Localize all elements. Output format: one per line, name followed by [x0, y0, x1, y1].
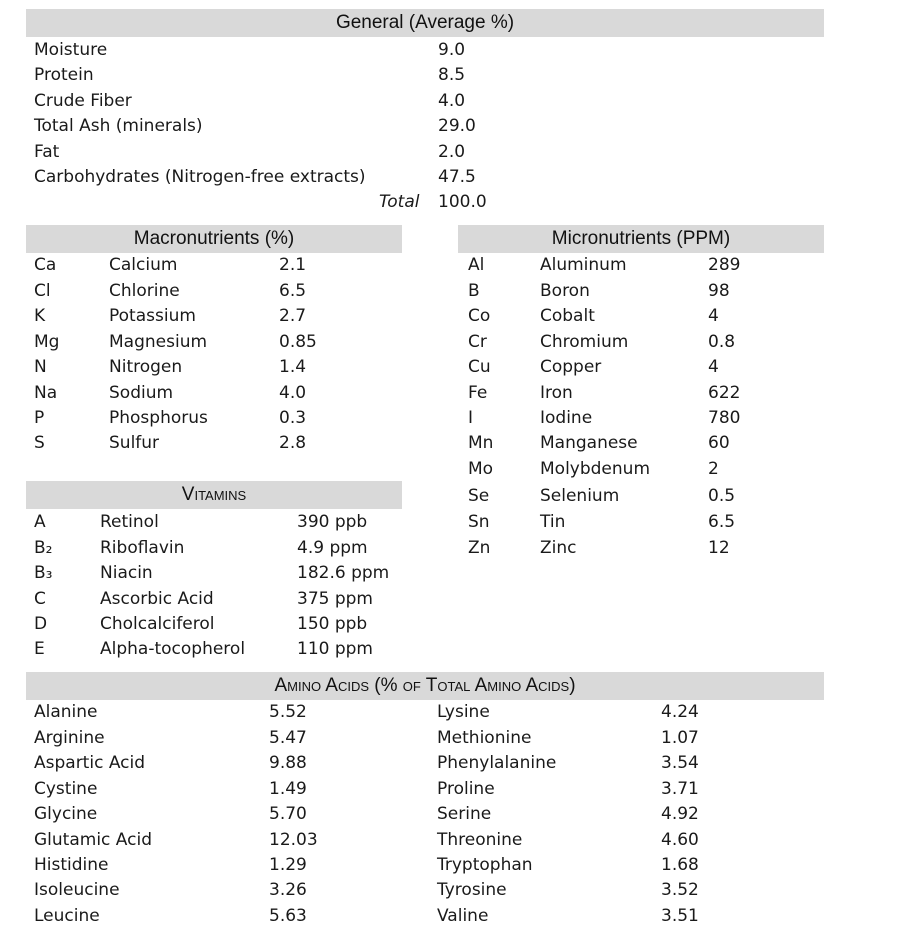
element-symbol: K — [34, 306, 46, 326]
element-value: 6.5 — [279, 281, 307, 301]
element-symbol: Ca — [34, 255, 57, 275]
element-value: 0.85 — [279, 332, 317, 352]
element-name: Copper — [540, 357, 602, 377]
amino-acid-name: Histidine — [34, 855, 109, 875]
element-name: Manganese — [540, 433, 638, 453]
element-name: Selenium — [540, 486, 620, 506]
element-value: 0.5 — [708, 486, 736, 506]
amino-acid-name: Tyrosine — [437, 880, 507, 900]
element-symbol: Cu — [468, 357, 491, 377]
element-name: Chlorine — [109, 281, 180, 301]
element-value: 0.3 — [279, 408, 307, 428]
amino-acid-value: 3.52 — [661, 880, 699, 900]
element-value: 780 — [708, 408, 741, 428]
element-name: Aluminum — [540, 255, 627, 275]
element-value: 289 — [708, 255, 741, 275]
element-value: 2.7 — [279, 306, 307, 326]
amino-acid-value: 5.70 — [269, 804, 307, 824]
vitamin-name: Niacin — [100, 563, 153, 583]
general-label: Carbohydrates (Nitrogen-free extracts) — [34, 167, 366, 187]
element-value: 4 — [708, 357, 719, 377]
amino-acid-name: Phenylalanine — [437, 753, 557, 773]
element-name: Potassium — [109, 306, 196, 326]
general-value: 4.0 — [438, 91, 466, 111]
element-symbol: Na — [34, 383, 58, 403]
element-name: Nitrogen — [109, 357, 183, 377]
amino-acid-value: 4.24 — [661, 702, 699, 722]
amino-acid-name: Cystine — [34, 779, 98, 799]
element-value: 1.4 — [279, 357, 307, 377]
general-value: 2.0 — [438, 142, 466, 162]
vitamin-name: Cholcalciferol — [100, 614, 215, 634]
amino-acids-header: Amino Acids (% of Total Amino Acids) — [26, 672, 824, 700]
element-symbol: Mn — [468, 433, 494, 453]
vitamin-value: 110 ppm — [297, 639, 373, 659]
element-symbol: Al — [468, 255, 485, 275]
general-value: 8.5 — [438, 65, 466, 85]
general-label: Fat — [34, 142, 60, 162]
amino-acid-value: 3.54 — [661, 753, 699, 773]
total-value: 100.0 — [438, 192, 487, 212]
amino-acid-name: Valine — [437, 906, 489, 926]
amino-acid-value: 5.52 — [269, 702, 307, 722]
general-value: 47.5 — [438, 167, 476, 187]
amino-acid-name: Proline — [437, 779, 495, 799]
element-value: 98 — [708, 281, 730, 301]
vitamin-letter: A — [34, 512, 46, 532]
amino-acid-name: Glutamic Acid — [34, 830, 152, 850]
element-name: Iodine — [540, 408, 593, 428]
amino-acid-value: 9.88 — [269, 753, 307, 773]
vitamins-header: Vitamins — [26, 481, 402, 509]
element-symbol: Mg — [34, 332, 60, 352]
element-name: Cobalt — [540, 306, 595, 326]
element-value: 2.1 — [279, 255, 307, 275]
element-name: Boron — [540, 281, 590, 301]
element-name: Calcium — [109, 255, 178, 275]
element-symbol: B — [468, 281, 480, 301]
element-value: 2.8 — [279, 433, 307, 453]
element-symbol: S — [34, 433, 45, 453]
element-symbol: I — [468, 408, 474, 428]
element-name: Sodium — [109, 383, 174, 403]
element-symbol: Sn — [468, 512, 490, 532]
element-name: Iron — [540, 383, 573, 403]
amino-acid-name: Glycine — [34, 804, 98, 824]
element-value: 6.5 — [708, 512, 736, 532]
vitamin-name: Ascorbic Acid — [100, 589, 214, 609]
element-value: 0.8 — [708, 332, 736, 352]
vitamin-letter: B₃ — [34, 563, 53, 583]
vitamin-letter: C — [34, 589, 46, 609]
element-name: Chromium — [540, 332, 629, 352]
element-symbol: Co — [468, 306, 491, 326]
vitamin-value: 4.9 ppm — [297, 538, 368, 558]
amino-acid-name: Threonine — [437, 830, 523, 850]
vitamin-value: 150 ppb — [297, 614, 368, 634]
total-label: Total — [379, 192, 420, 212]
element-symbol: N — [34, 357, 47, 377]
element-name: Tin — [540, 512, 566, 532]
general-value: 29.0 — [438, 116, 476, 136]
element-value: 2 — [708, 459, 719, 479]
amino-acid-value: 3.51 — [661, 906, 699, 926]
amino-acid-name: Alanine — [34, 702, 98, 722]
element-name: Phosphorus — [109, 408, 208, 428]
element-name: Molybdenum — [540, 459, 651, 479]
amino-acid-value: 12.03 — [269, 830, 318, 850]
vitamin-value: 182.6 ppm — [297, 563, 390, 583]
vitamin-letter: D — [34, 614, 48, 634]
element-value: 4 — [708, 306, 719, 326]
amino-acid-name: Methionine — [437, 728, 532, 748]
element-value: 60 — [708, 433, 730, 453]
general-header: General (Average %) — [26, 9, 824, 37]
macronutrients-header: Macronutrients (%) — [26, 225, 402, 253]
amino-acid-value: 5.63 — [269, 906, 307, 926]
general-label: Total Ash (minerals) — [34, 116, 203, 136]
amino-acid-value: 4.60 — [661, 830, 699, 850]
vitamin-name: Riboflavin — [100, 538, 185, 558]
amino-acid-value: 4.92 — [661, 804, 699, 824]
amino-acid-value: 1.29 — [269, 855, 307, 875]
element-symbol: Fe — [468, 383, 488, 403]
element-symbol: P — [34, 408, 45, 428]
element-name: Sulfur — [109, 433, 160, 453]
vitamin-letter: E — [34, 639, 45, 659]
element-name: Zinc — [540, 538, 577, 558]
amino-acid-value: 3.26 — [269, 880, 307, 900]
amino-acid-value: 3.71 — [661, 779, 699, 799]
general-label: Moisture — [34, 40, 108, 60]
amino-acid-name: Lysine — [437, 702, 490, 722]
element-value: 4.0 — [279, 383, 307, 403]
amino-acid-name: Serine — [437, 804, 492, 824]
amino-acid-name: Leucine — [34, 906, 100, 926]
amino-acid-value: 1.68 — [661, 855, 699, 875]
amino-acid-value: 1.49 — [269, 779, 307, 799]
element-symbol: Cr — [468, 332, 487, 352]
element-value: 12 — [708, 538, 730, 558]
element-symbol: Cl — [34, 281, 51, 301]
micronutrients-header: Micronutrients (PPM) — [458, 225, 824, 253]
element-symbol: Mo — [468, 459, 494, 479]
vitamin-value: 390 ppb — [297, 512, 368, 532]
vitamin-name: Alpha-tocopherol — [100, 639, 246, 659]
vitamin-value: 375 ppm — [297, 589, 373, 609]
amino-acid-name: Arginine — [34, 728, 105, 748]
amino-acid-name: Isoleucine — [34, 880, 120, 900]
amino-acid-value: 1.07 — [661, 728, 699, 748]
general-label: Crude Fiber — [34, 91, 132, 111]
amino-acid-name: Tryptophan — [437, 855, 533, 875]
amino-acid-name: Aspartic Acid — [34, 753, 146, 773]
general-value: 9.0 — [438, 40, 466, 60]
amino-acid-value: 5.47 — [269, 728, 307, 748]
vitamin-letter: B₂ — [34, 538, 53, 558]
element-name: Magnesium — [109, 332, 208, 352]
vitamin-name: Retinol — [100, 512, 159, 532]
element-symbol: Se — [468, 486, 490, 506]
general-label: Protein — [34, 65, 94, 85]
element-value: 622 — [708, 383, 741, 403]
element-symbol: Zn — [468, 538, 491, 558]
